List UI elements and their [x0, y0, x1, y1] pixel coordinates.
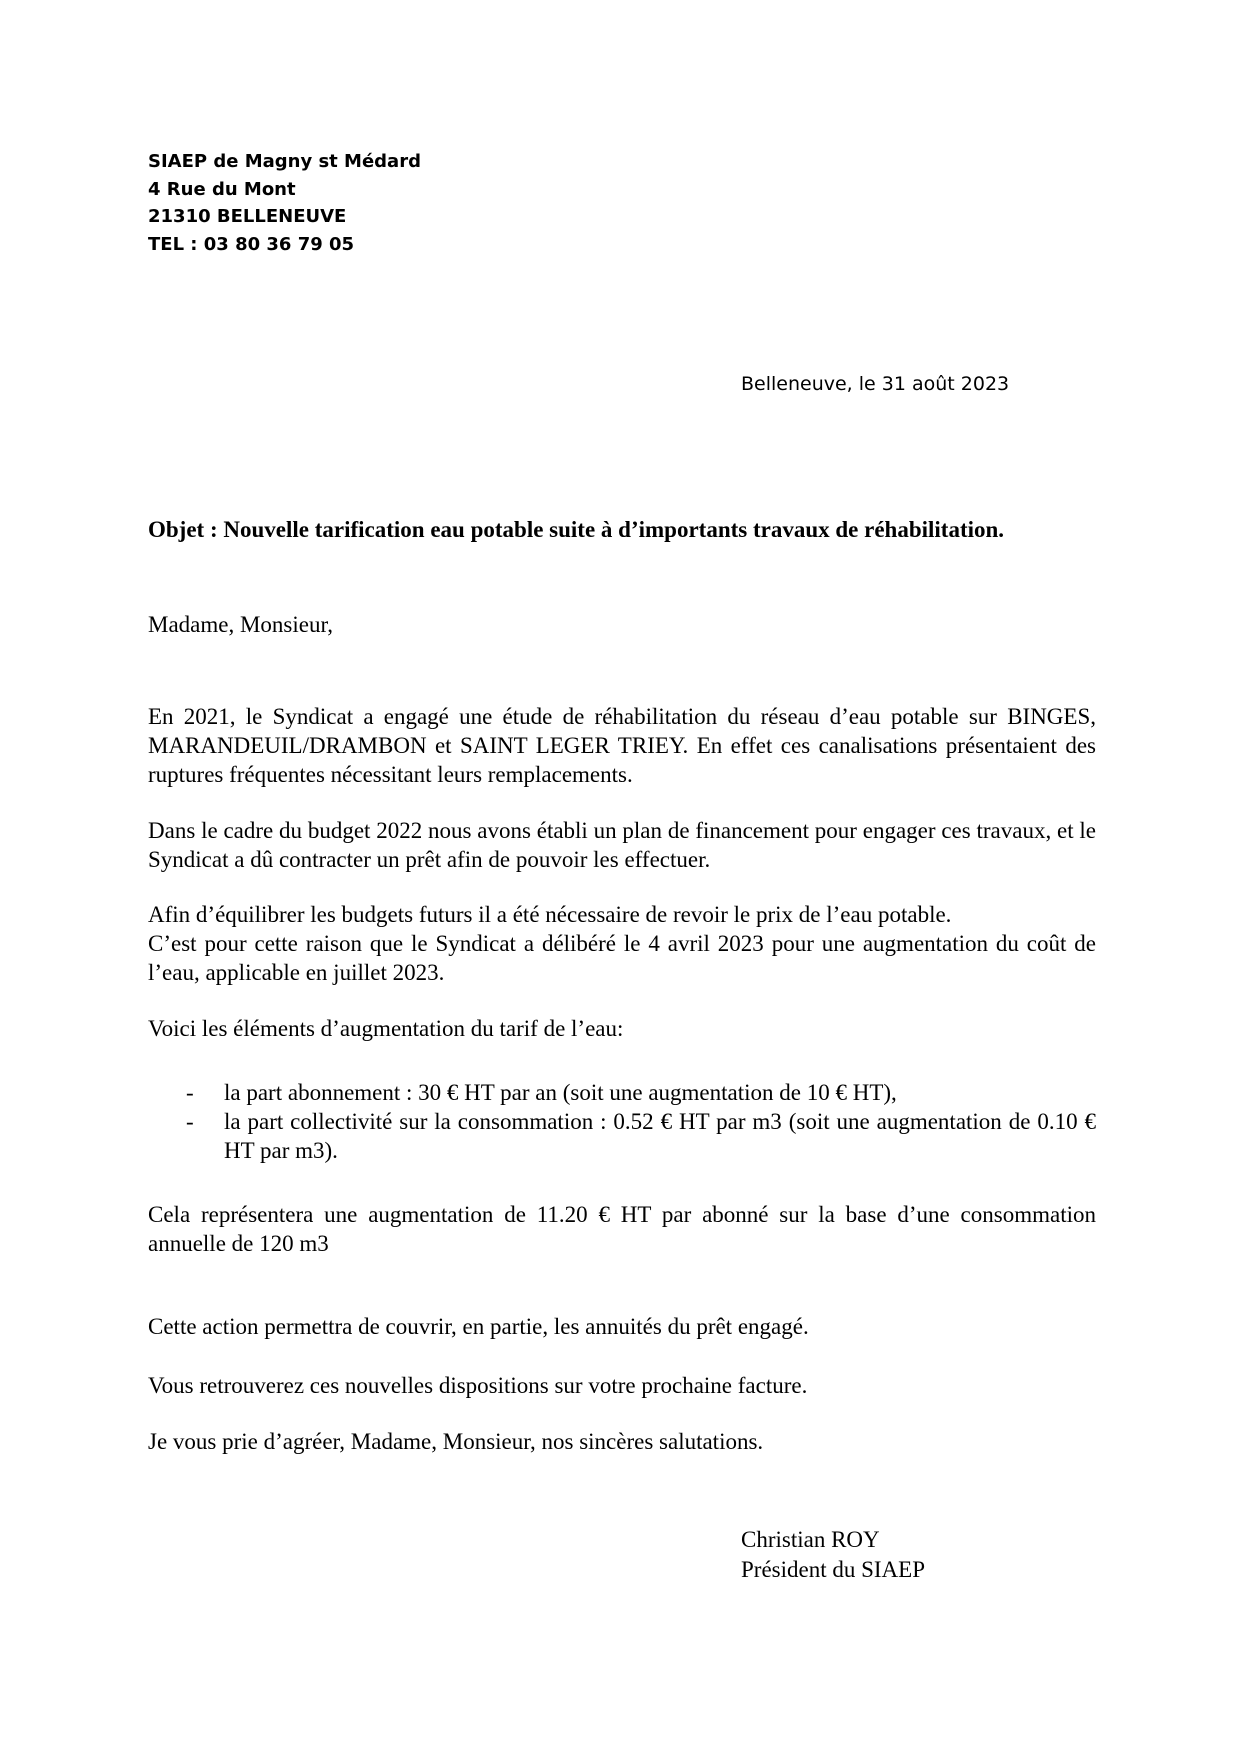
list-item-text: la part collectivité sur la consommation : 0.52 € HT par m3 (soit une augmentation de 0.10 € HT par m3).	[224, 1109, 1096, 1163]
paragraph: Cette action permettra de couvrir, en partie, les annuités du prêt engagé.	[148, 1314, 809, 1339]
paragraph: Dans le cadre du budget 2022 nous avons établi un plan de financement pour engager ces travaux, et le Syndicat a dû contracter un prêt afin de pouvoir les effectuer.	[148, 818, 1096, 872]
letter-subject: Objet : Nouvelle tarification eau potable suite à d’importants travaux de réhabilitation.	[148, 517, 1005, 542]
paragraph: Voici les éléments d’augmentation du tarif de l’eau:	[148, 1016, 624, 1041]
paragraph: Afin d’équilibrer les budgets futurs il a été nécessaire de revoir le prix de l’eau potable.	[148, 902, 952, 927]
list-item	[148, 1078, 1096, 1107]
signatory-title: Président du SIAEP	[741, 1557, 925, 1582]
sender-city: 21310 BELLENEUVE	[148, 206, 347, 227]
paragraph: Je vous prie d’agréer, Madame, Monsieur, nos sincères salutations.	[148, 1429, 764, 1454]
greeting: Madame, Monsieur,	[148, 612, 333, 637]
paragraph: Vous retrouverez ces nouvelles dispositions sur votre prochaine facture.	[148, 1373, 808, 1398]
paragraph: C’est pour cette raison que le Syndicat a délibéré le 4 avril 2023 pour une augmentation du coût de l’eau, applicable en juillet 2023.	[148, 931, 1096, 985]
sender-name: SIAEP de Magny st Médard	[148, 151, 421, 172]
paragraph: En 2021, le Syndicat a engagé une étude de réhabilitation du réseau d’eau potable sur BINGES, MARANDEUIL/DRAMBON et SAINT LEGER TRIEY. En effet ces canalisations présentaient des ruptures fréquentes nécessitant leurs remplacements.	[148, 704, 1096, 787]
signature-block	[741, 1525, 925, 1585]
letter-date: Belleneuve, le 31 août 2023	[741, 373, 1010, 395]
sender-address	[148, 148, 421, 258]
sender-phone: TEL : 03 80 36 79 05	[148, 233, 355, 255]
list-item-text: la part abonnement : 30 € HT par an (soit une augmentation de 10 € HT),	[224, 1080, 897, 1105]
bullet-dash: -	[186, 1080, 194, 1105]
tariff-list	[148, 1078, 1096, 1165]
signatory-name: Christian ROY	[741, 1527, 880, 1552]
sender-street: 4 Rue du Mont	[148, 178, 296, 200]
paragraph: Cela représentera une augmentation de 11.20 € HT par abonné sur la base d’une consommation annuelle de 120 m3	[148, 1202, 1096, 1256]
bullet-dash: -	[186, 1109, 194, 1134]
list-item	[148, 1107, 1096, 1165]
